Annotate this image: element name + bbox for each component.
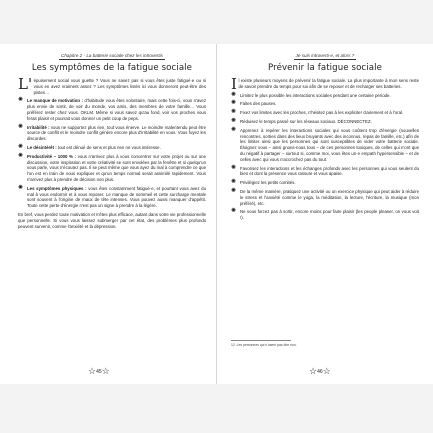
right-prevention-list — [231, 93, 419, 221]
sun-bullet-icon: ✺ — [18, 152, 24, 159]
sun-bullet-icon: ✺ — [18, 123, 24, 130]
right-intro-paragraph — [231, 75, 419, 93]
right-page-number-text: 46 — [317, 368, 323, 375]
star-icon: ☆ — [309, 366, 318, 376]
star-icon: ☆ — [322, 366, 331, 376]
list-item-strong: Le désintérêt : — [27, 144, 57, 150]
list-item-text: Faites des pauses. — [240, 101, 277, 107]
right-page-number — [309, 366, 331, 377]
list-item — [231, 93, 419, 99]
list-item — [18, 154, 206, 183]
star-icon: ☆ — [88, 366, 97, 376]
sun-bullet-icon: ✺ — [18, 184, 24, 191]
left-intro-paragraph — [18, 75, 206, 95]
list-item-strong: Le manque de motivation : — [27, 98, 83, 104]
left-page-number — [88, 366, 110, 377]
sun-bullet-icon: ✺ — [18, 143, 24, 150]
list-item-strong: Irritabilité : — [27, 124, 50, 130]
list-item-text: d'habitude vous êtes volontaire, mais cette fois-ci, vous n'avez plus envie de sortir, de voir du monde, vos amis, des membres de votre famille… Vous préférez rester chez vous. OKLM. Même si vous savez qu'au fond, voir vos proches vous ferait plaisir et pourrait vous donner un petit coup de peps. — [27, 98, 207, 121]
list-item — [231, 166, 419, 178]
list-item-text: Réduisez le temps passé sur les réseaux sociaux. DÉCONNECTEZ. — [240, 118, 372, 124]
left-running-head-text: Chapitre 2 · La batterie sociale chez les introvertis — [61, 53, 163, 58]
list-item-text: Privilégiez les petits comités. — [240, 180, 296, 186]
list-item-text: vous ne supportez plus rien, tout vous énerve. Le moindre malentendu peut être source de conflit et le moindre conflit génère encore plus d'irritabilité en vous. Vous fuyez les discordes. — [27, 124, 207, 142]
sun-bullet-icon: ✺ — [231, 179, 237, 186]
right-page-title: Prévenir la fatigue sociale — [268, 63, 382, 73]
list-item — [231, 119, 419, 125]
list-item-text: Fixez vos limites avec les proches, n'hésitez pas à les expliciter clairement et à l'oral. — [240, 110, 404, 116]
list-item — [18, 145, 206, 151]
sun-bullet-icon: ✺ — [231, 164, 237, 171]
list-item-text: Limitez le plus possible les interactions sociales pendant une certaine période. — [240, 92, 391, 98]
sun-bullet-icon: ✺ — [231, 126, 237, 133]
left-page-title: Les symptômes de la fatigue sociale — [31, 63, 193, 73]
left-intro-text: épuisement social vous guette ? Vous ne savez pas si vous êtes juste fatigué·e ou si vous en avez vraiment assez ? Les symptômes listés ici vous donneront peut-être des pistes… — [33, 78, 206, 95]
list-item — [18, 186, 206, 209]
list-item-text: Favorisez les interactions et les échanges profonds avec les personnes qui vous seulent du bien et dont la présence vous rassure et vous apaise. — [240, 165, 419, 177]
list-item-strong: Les symptômes physiques : — [27, 185, 87, 191]
list-item — [231, 209, 419, 221]
list-item — [231, 128, 419, 163]
sun-bullet-icon: ✺ — [231, 117, 237, 124]
list-item-text: De la même manière, pratiquez une activité ou un exercice physique qui peut aider à réduire le stress et l'anxiété comme le yoga, la méditation, la lecture, l'écriture, la musique (mon préféré), etc. — [240, 188, 419, 206]
list-item-text: vous n'arrivez plus à vous concentrer sur votre projet ou sur une discussion, votre inspiration et votre créativité se sont envolées par la fenêtre et si quelqu'un vous parle, vous n'écoutez pas. Il se peut même que vous ayez du mal à comprendre ce que l'on est en train de vous expliquer et qu'un temps normal serait assimilé rapidement. Vous n'arrivez plus à prendre de décision non plus. — [27, 153, 206, 182]
right-page — [217, 44, 433, 384]
left-closing-paragraph: En bref, vous perdez toute motivation et n'êtes plus efficace, autant dans votre vie professionnelle que personnelle. Si vous vous laissez submerger par cet état, des problèmes plus profonds peuvent survenir, comme l'anxiété et la dépression. — [18, 211, 206, 229]
right-running-head — [231, 53, 419, 58]
left-page — [0, 44, 216, 384]
list-item-text: Ne vous forcez pas à sortir, encore moins pour faire plaisir (les people pleaser, on vous voit !). — [240, 209, 419, 221]
sun-bullet-icon: ✺ — [231, 100, 237, 107]
right-running-head-text: Je suis introverti·e, et alors ? — [295, 53, 355, 58]
list-item — [231, 101, 419, 107]
list-item-text: Apprenez à repérer les interactions sociales qui vous coûtent trop d'énergie (nouvelles rencontres, sorties dans des lieux bruyants avec des inconnus, repas de famille, etc.) afin de les limiter ainsi que les personnes qui sont susceptibles de vider votre batterie sociale. Éloignez vous – ainsi gnons-nous tous – de ces personnes toxiques, de celles qui n'ont que du négatif à partager – surtout si, comme moi, vous êtes un·e empath hypersensible – et de celles avec qui vous n'accrochez pas du tout. — [240, 127, 419, 162]
list-item — [18, 98, 206, 121]
list-item — [231, 110, 419, 116]
left-symptom-list — [18, 98, 206, 209]
list-item-text: tout est dénué de sens et plus rien ne vous intéresse. — [57, 144, 161, 150]
left-dropcap: L' — [18, 75, 33, 93]
footnote: 12. Les personnes qui n'osent pas dire non. — [231, 343, 297, 347]
sun-bullet-icon: ✺ — [231, 91, 237, 98]
star-icon: ☆ — [101, 366, 110, 376]
sun-bullet-icon: ✺ — [231, 208, 237, 215]
list-item — [18, 125, 206, 142]
footnote-divider — [231, 340, 291, 341]
left-running-head — [18, 53, 206, 58]
sun-bullet-icon: ✺ — [231, 109, 237, 116]
list-item-text: vous êtes constamment fatigué·e, et pourtant vous avez du mal à vous endormir et à vous reposer. Le manque de sommeil et cette surcharge mentale sont souvent à l'origine de maux de tête intenses. Vous pouvez aussi manquer d'appétit. Toute cette perte d'énergie n'est pas un signe à prendre à la légère. — [27, 185, 206, 209]
list-item — [231, 180, 419, 186]
list-item-strong: Productivité – 1000 % : — [27, 153, 77, 159]
right-intro-text: l existe plusieurs moyens de prévenir la fatigue sociale. La plus importante à mon sens reste de savoir prendre du temps pour soi afin de se reposer et de recharger ses batteries. — [238, 78, 419, 89]
right-dropcap: I — [231, 75, 237, 93]
sun-bullet-icon: ✺ — [18, 97, 24, 104]
sun-bullet-icon: ✺ — [231, 187, 237, 194]
book-spread — [0, 44, 433, 384]
list-item — [231, 189, 419, 206]
left-page-number-text: 45 — [96, 368, 102, 375]
